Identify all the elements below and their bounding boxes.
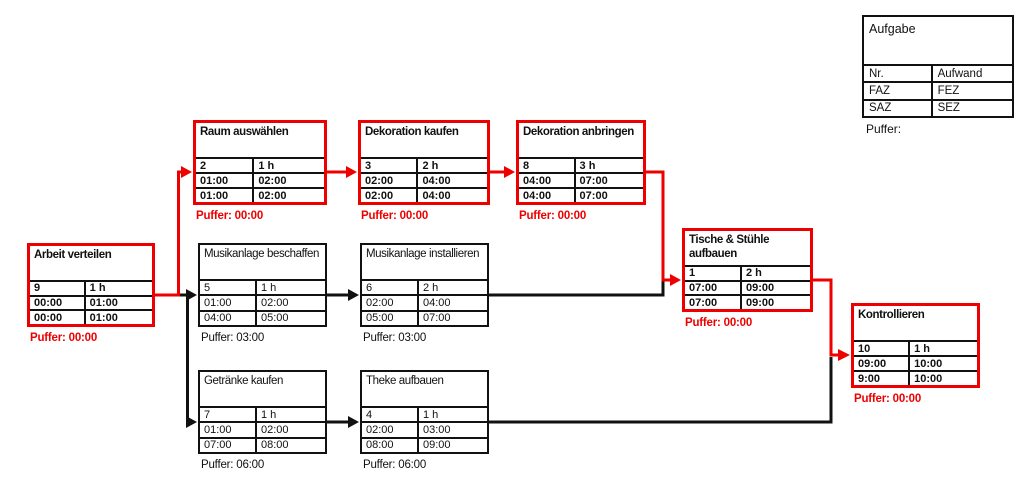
faz-cell: 02:00 xyxy=(361,174,416,187)
saz-cell: 02:00 xyxy=(361,189,416,202)
fez-cell: 10:00 xyxy=(910,357,977,370)
task-title: Tische & Stühle aufbauen xyxy=(685,231,810,267)
legend-saz-cell: SAZ xyxy=(864,101,931,116)
fez-cell: 07:00 xyxy=(576,174,643,187)
puffer-label: Puffer: 03:00 xyxy=(201,332,265,344)
faz-cell: 09:00 xyxy=(854,357,908,370)
fez-cell: 03:00 xyxy=(419,423,487,436)
task-table xyxy=(685,267,810,309)
arrowhead-musikanlage-installieren xyxy=(348,289,359,301)
aufwand-cell: 1 h xyxy=(257,281,325,294)
nr-cell: 2 xyxy=(196,159,252,172)
task-theke-aufbauen xyxy=(360,370,489,454)
puffer-label: Puffer: 00:00 xyxy=(361,210,429,222)
task-kontrollieren xyxy=(851,303,980,388)
legend-fez-cell: FEZ xyxy=(933,83,1012,98)
faz-cell: 07:00 xyxy=(685,282,740,295)
nr-cell: 1 xyxy=(685,267,740,280)
arrowhead-getraenke-kaufen xyxy=(186,416,197,428)
fez-cell: 04:00 xyxy=(418,174,487,187)
legend-puffer-label: Puffer: xyxy=(866,122,902,136)
aufwand-cell: 2 h xyxy=(419,281,487,294)
saz-cell: 01:00 xyxy=(196,189,252,202)
saz-cell: 08:00 xyxy=(362,439,417,452)
connector-anbringen-to-tische xyxy=(646,172,670,280)
aufwand-cell: 1 h xyxy=(419,408,487,421)
legend-sez-cell: SEZ xyxy=(933,101,1012,116)
legend-faz-cell: FAZ xyxy=(864,83,931,98)
fez-cell: 02:00 xyxy=(254,174,324,187)
connector-tische-to-kontrollieren xyxy=(813,280,838,355)
task-table xyxy=(519,159,643,202)
aufwand-cell: 1 h xyxy=(254,159,324,172)
nr-cell: 9 xyxy=(30,282,84,295)
fez-cell: 02:00 xyxy=(257,423,325,436)
task-table xyxy=(200,281,325,325)
task-arbeit-verteilen xyxy=(27,243,155,327)
task-title: Arbeit verteilen xyxy=(30,246,152,282)
sez-cell: 07:00 xyxy=(576,189,643,202)
saz-cell: 07:00 xyxy=(200,439,255,452)
task-dekoration-anbringen xyxy=(516,120,646,205)
fez-cell: 01:00 xyxy=(86,297,152,310)
fez-cell: 04:00 xyxy=(419,296,487,309)
task-title: Dekoration kaufen xyxy=(361,123,487,159)
arrowhead-raum-auswaehlen xyxy=(181,166,192,178)
nr-cell: 7 xyxy=(200,408,255,421)
sez-cell: 09:00 xyxy=(419,439,487,452)
connector-arbeit-to-getraenke xyxy=(186,295,188,422)
task-musikanlage-beschaffen xyxy=(198,243,327,327)
task-raum-auswaehlen xyxy=(193,120,327,205)
task-musikanlage-installieren xyxy=(360,243,489,327)
faz-cell: 02:00 xyxy=(362,296,417,309)
nr-cell: 3 xyxy=(361,159,416,172)
aufwand-cell: 1 h xyxy=(86,282,152,295)
legend-table xyxy=(864,66,1012,116)
arrowhead-kontrollieren xyxy=(838,349,850,361)
task-tische-stuehle-aufbauen xyxy=(682,228,813,312)
sez-cell: 05:00 xyxy=(257,312,325,325)
task-getraenke-kaufen xyxy=(198,370,327,454)
sez-cell: 08:00 xyxy=(257,439,325,452)
connector-theke-to-kontrollieren xyxy=(489,357,831,422)
faz-cell: 01:00 xyxy=(196,174,252,187)
task-title: Dekoration anbringen xyxy=(519,123,643,159)
faz-cell: 04:00 xyxy=(519,174,574,187)
faz-cell: 00:00 xyxy=(30,297,84,310)
task-table xyxy=(30,282,152,324)
task-title: Musikanlage installieren xyxy=(362,245,487,281)
nr-cell: 10 xyxy=(854,342,908,355)
sez-cell: 02:00 xyxy=(254,189,324,202)
puffer-label: Puffer: 06:00 xyxy=(363,459,427,471)
saz-cell: 07:00 xyxy=(685,296,740,309)
task-title: Getränke kaufen xyxy=(200,372,325,408)
nr-cell: 6 xyxy=(362,281,417,294)
task-table xyxy=(854,342,977,385)
sez-cell: 04:00 xyxy=(418,189,487,202)
faz-cell: 02:00 xyxy=(362,423,417,436)
nr-cell: 5 xyxy=(200,281,255,294)
task-dekoration-kaufen xyxy=(358,120,490,205)
task-title: Musikanlage beschaffen xyxy=(200,245,325,281)
legend-title: Aufgabe xyxy=(864,17,1012,66)
task-title: Theke aufbauen xyxy=(362,372,487,408)
arrowhead-dekoration-anbringen xyxy=(504,166,515,178)
arrowhead-tische-stuehle xyxy=(670,274,681,286)
saz-cell: 9:00 xyxy=(854,372,908,385)
faz-cell: 01:00 xyxy=(200,423,255,436)
legend-aufwand-cell: Aufwand xyxy=(933,66,1012,81)
sez-cell: 10:00 xyxy=(910,372,977,385)
puffer-label: Puffer: 00:00 xyxy=(685,317,753,329)
task-table xyxy=(196,159,324,202)
aufwand-cell: 3 h xyxy=(576,159,643,172)
aufwand-cell: 2 h xyxy=(742,267,810,280)
task-title: Kontrollieren xyxy=(854,306,977,342)
aufwand-cell: 2 h xyxy=(418,159,487,172)
aufwand-cell: 1 h xyxy=(257,408,325,421)
puffer-label: Puffer: 00:00 xyxy=(519,210,587,222)
connector-installieren-to-tische xyxy=(489,281,663,295)
arrowhead-dekoration-kaufen xyxy=(346,166,357,178)
task-table xyxy=(200,408,325,452)
saz-cell: 00:00 xyxy=(30,311,84,324)
task-table xyxy=(362,408,487,452)
puffer-label: Puffer: 00:00 xyxy=(30,332,98,344)
aufwand-cell: 1 h xyxy=(910,342,977,355)
arrowhead-theke-aufbauen xyxy=(348,416,359,428)
arrowhead-musikanlage-beschaffen xyxy=(186,289,197,301)
nr-cell: 4 xyxy=(362,408,417,421)
task-table xyxy=(362,281,487,325)
fez-cell: 02:00 xyxy=(257,296,325,309)
puffer-label: Puffer: 06:00 xyxy=(201,459,265,471)
puffer-label: Puffer: 00:00 xyxy=(196,210,264,222)
legend-box xyxy=(862,15,1014,118)
puffer-label: Puffer: 03:00 xyxy=(363,332,427,344)
sez-cell: 09:00 xyxy=(742,296,810,309)
task-table xyxy=(361,159,487,202)
faz-cell: 01:00 xyxy=(200,296,255,309)
task-title: Raum auswählen xyxy=(196,123,324,159)
saz-cell: 04:00 xyxy=(200,312,255,325)
puffer-label: Puffer: 00:00 xyxy=(854,393,922,405)
legend-nr-cell: Nr. xyxy=(864,66,931,81)
fez-cell: 09:00 xyxy=(742,282,810,295)
nr-cell: 8 xyxy=(519,159,574,172)
sez-cell: 07:00 xyxy=(419,312,487,325)
sez-cell: 01:00 xyxy=(86,311,152,324)
saz-cell: 05:00 xyxy=(362,312,417,325)
connector-arbeit-to-raum xyxy=(155,172,181,295)
saz-cell: 04:00 xyxy=(519,189,574,202)
